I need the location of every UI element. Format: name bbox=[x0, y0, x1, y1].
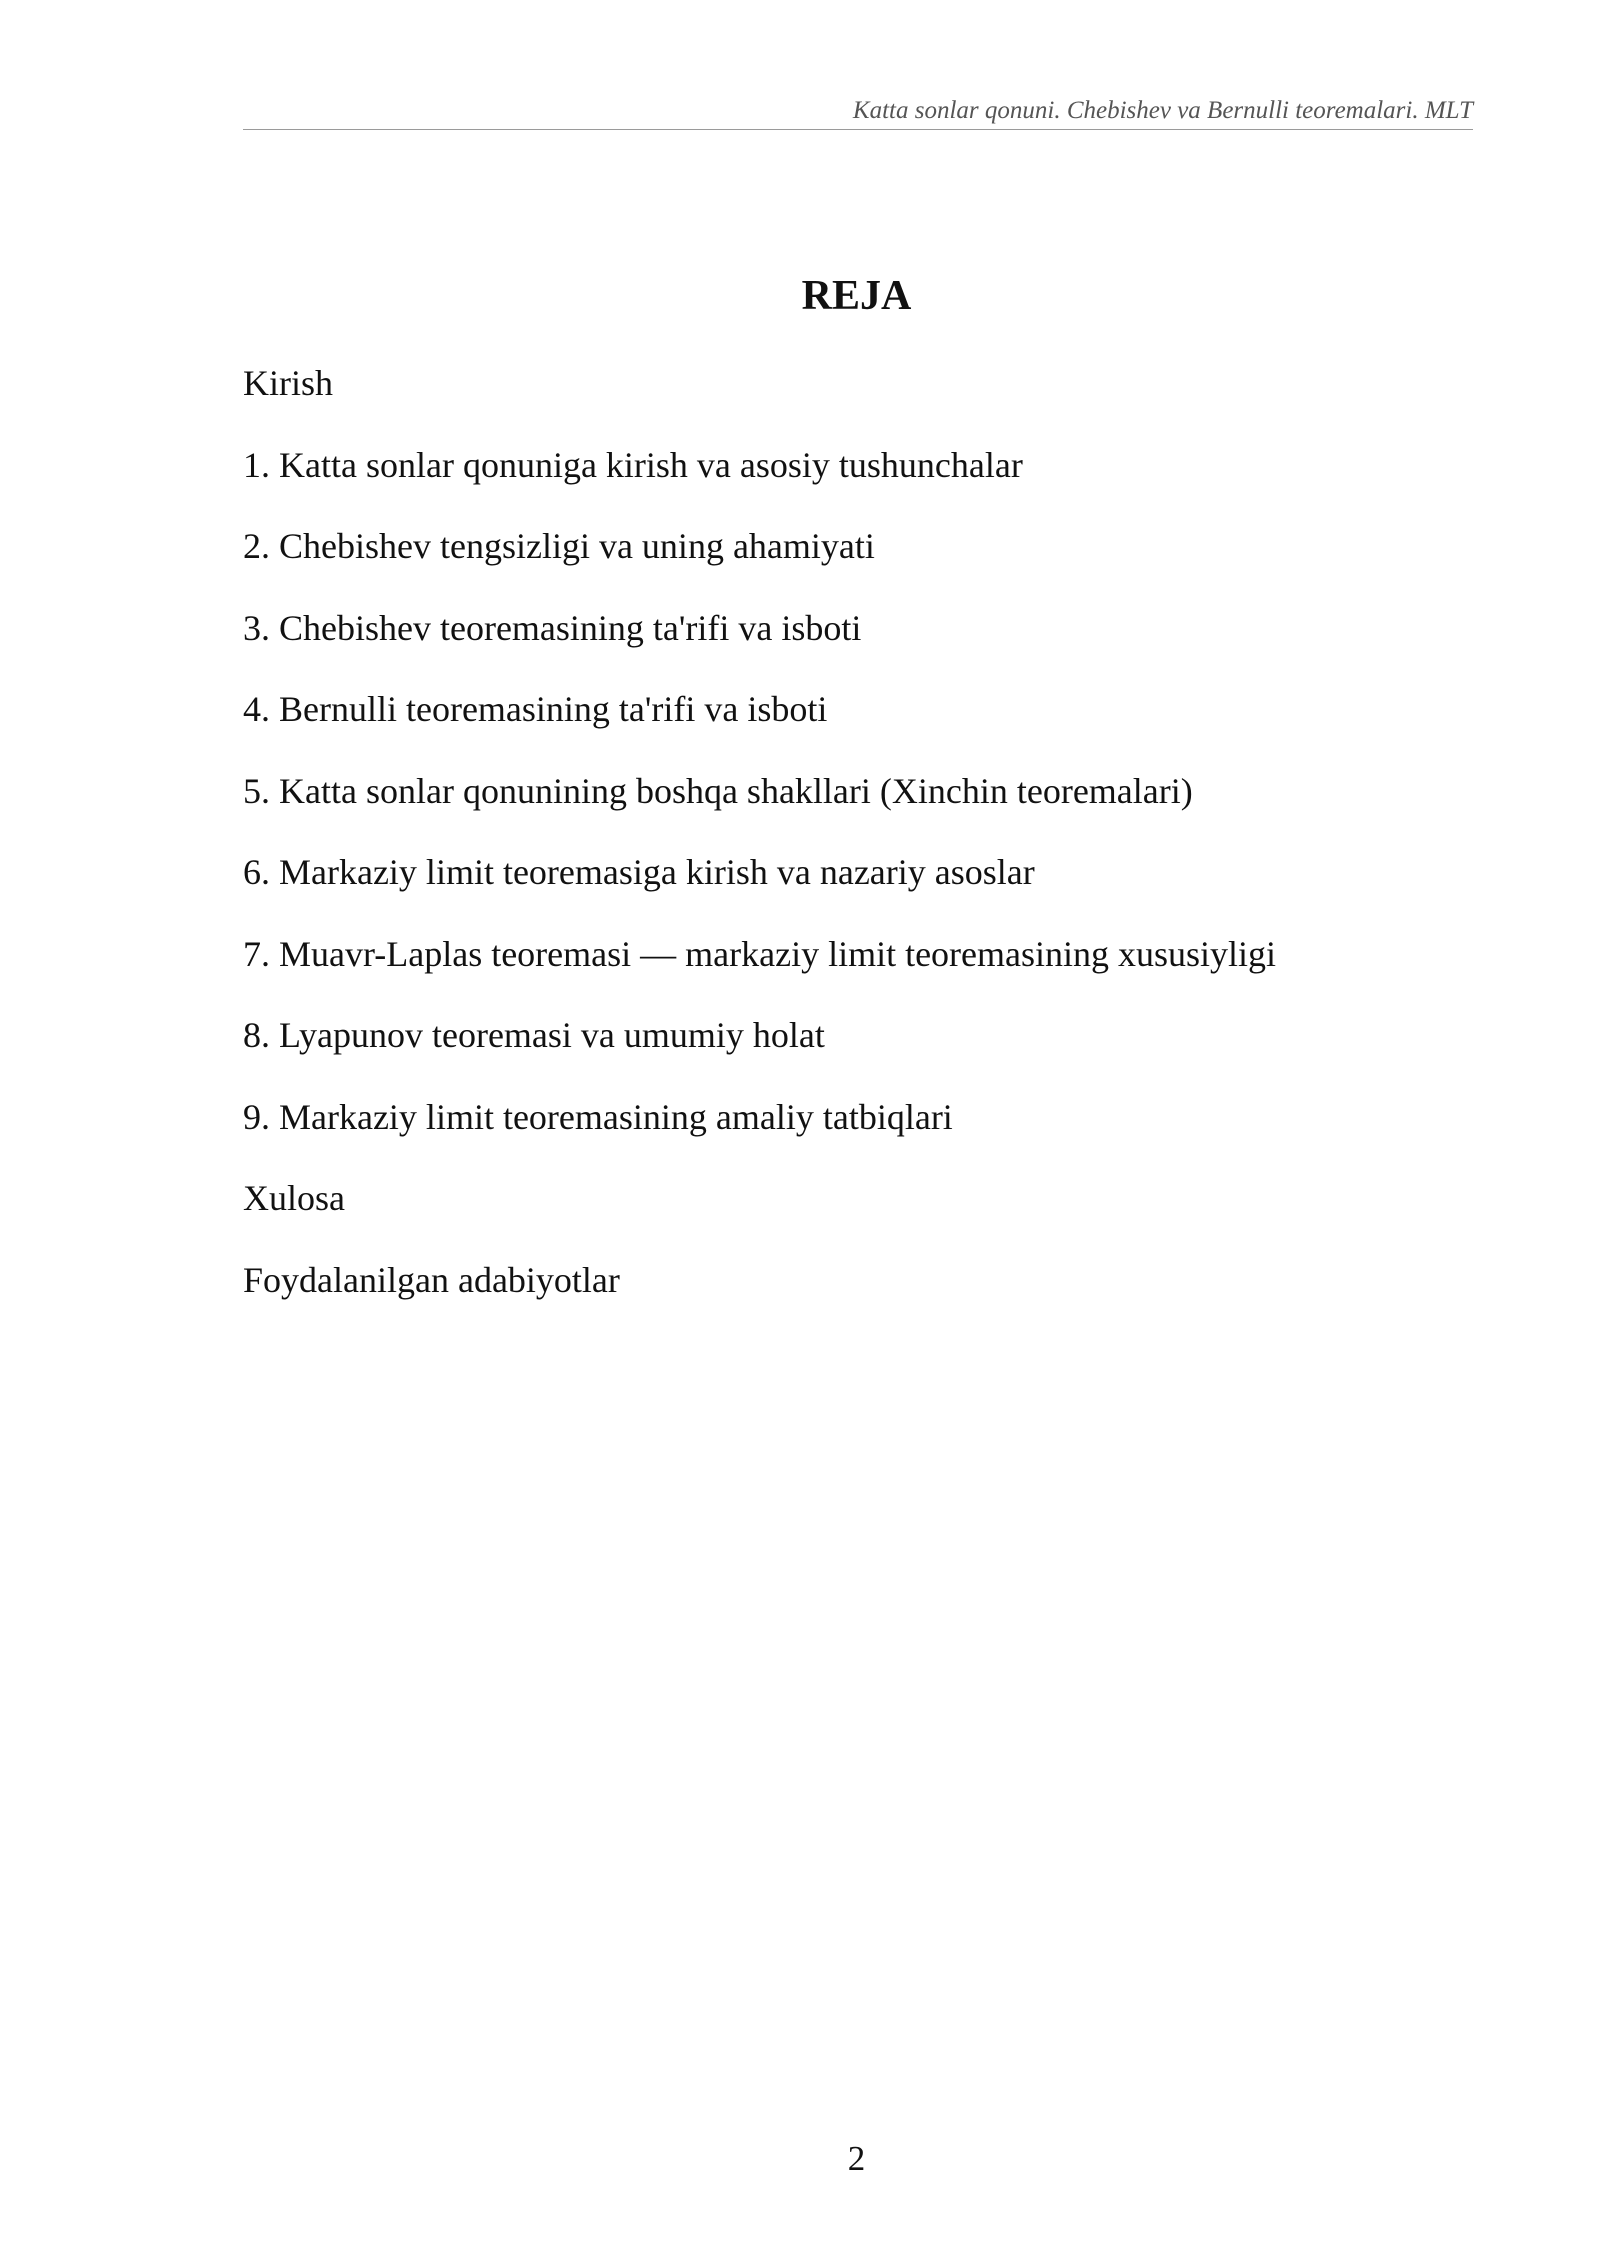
toc-item-3: 3. Chebishev teoremasining ta'rifi va isboti bbox=[243, 607, 862, 648]
toc-item-references: Foydalanilgan adabiyotlar bbox=[243, 1259, 620, 1300]
table-of-contents bbox=[243, 360, 1473, 1338]
running-header: Katta sonlar qonuni. Chebishev va Bernulli teoremalari. MLT bbox=[243, 92, 1473, 130]
toc-item-2: 2. Chebishev tengsizligi va uning ahamiyati bbox=[243, 526, 875, 566]
toc-item-1: 1. Katta sonlar qonuniga kirish va asosiy tushunchalar bbox=[243, 444, 1023, 485]
toc-item-conclusion: Xulosa bbox=[243, 1178, 345, 1218]
toc-item-8: 8. Lyapunov teoremasi va umumiy holat bbox=[243, 1015, 825, 1055]
toc-item-7: 7. Muavr-Laplas teoremasi — markaziy limit teoremasining xususiyligi bbox=[243, 933, 1277, 974]
page-title: REJA bbox=[801, 273, 912, 319]
toc-item-9: 9. Markaziy limit teoremasining amaliy tatbiqlari bbox=[243, 1096, 953, 1137]
page-number: 2 bbox=[847, 2139, 866, 2178]
toc-item-5: 5. Katta sonlar qonunining boshqa shakllari (Xinchin teoremalari) bbox=[243, 770, 1193, 811]
toc-item-introduction: Kirish bbox=[243, 363, 333, 403]
toc-item-6: 6. Markaziy limit teoremasiga kirish va nazariy asoslar bbox=[243, 852, 1035, 892]
toc-item-4: 4. Bernulli teoremasining ta'rifi va isboti bbox=[243, 689, 828, 729]
